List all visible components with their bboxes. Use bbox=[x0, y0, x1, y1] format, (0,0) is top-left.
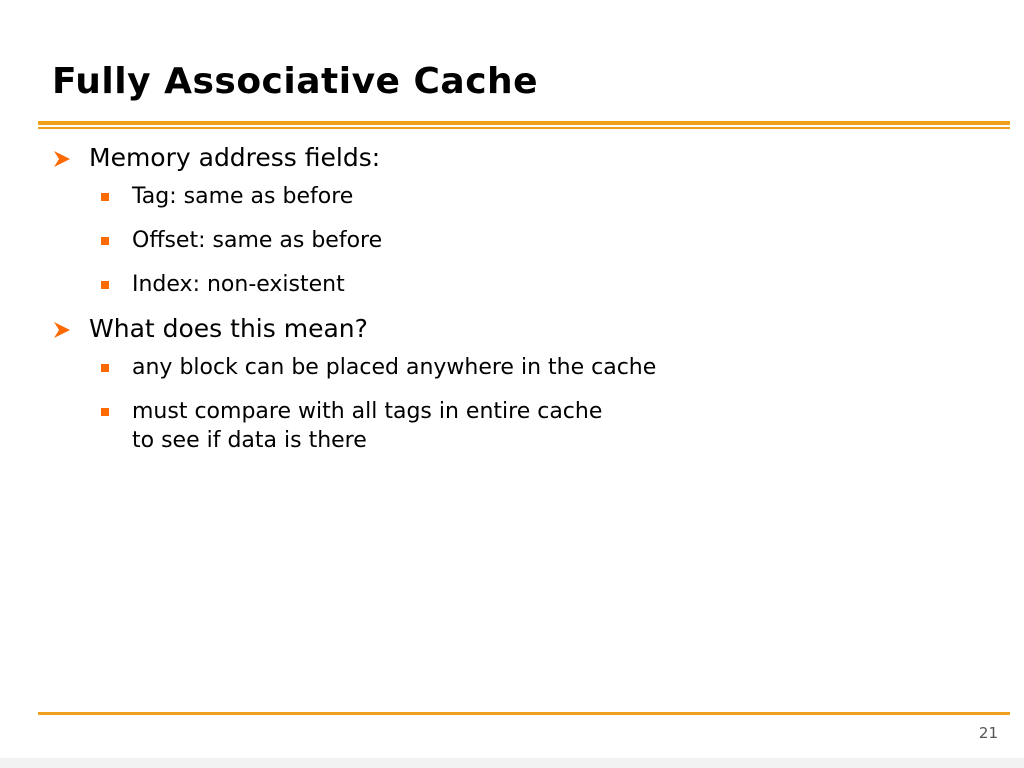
subbullet-text: Tag: same as before bbox=[132, 184, 354, 209]
subbullet-tag bbox=[52, 182, 992, 211]
bullet-memory-address-fields bbox=[52, 140, 992, 176]
square-bullet-icon bbox=[101, 193, 109, 201]
subbullet-must-compare bbox=[52, 397, 992, 455]
subbullet-text: Index: non-existent bbox=[132, 272, 345, 297]
footer-rule bbox=[38, 712, 1010, 715]
arrowhead-icon bbox=[52, 311, 76, 347]
bottom-band bbox=[0, 758, 1024, 768]
subbullet-text-line-1: must compare with all tags in entire cache bbox=[132, 399, 603, 424]
square-bullet-icon bbox=[101, 281, 109, 289]
subbullet-offset bbox=[52, 226, 992, 255]
subbullet-index bbox=[52, 270, 992, 299]
bullet-text: Memory address fields: bbox=[89, 143, 381, 172]
subbullet-any-block bbox=[52, 353, 992, 382]
square-bullet-icon bbox=[101, 237, 109, 245]
bullet-text: What does this mean? bbox=[89, 314, 368, 343]
title-rule-thin bbox=[38, 127, 1010, 129]
subbullet-text: Offset: same as before bbox=[132, 228, 383, 253]
square-bullet-icon bbox=[101, 364, 109, 372]
square-bullet-icon bbox=[101, 408, 109, 416]
bullet-what-does-this-mean bbox=[52, 311, 992, 347]
slide-title: Fully Associative Cache bbox=[52, 61, 539, 102]
subbullet-text-line-2: to see if data is there bbox=[132, 428, 367, 453]
bullet-list bbox=[52, 140, 992, 470]
arrowhead-icon bbox=[52, 140, 76, 176]
subbullet-text: any block can be placed anywhere in the cache bbox=[132, 355, 657, 380]
title-rule-thick bbox=[38, 121, 1010, 125]
page-number: 21 bbox=[978, 724, 998, 742]
